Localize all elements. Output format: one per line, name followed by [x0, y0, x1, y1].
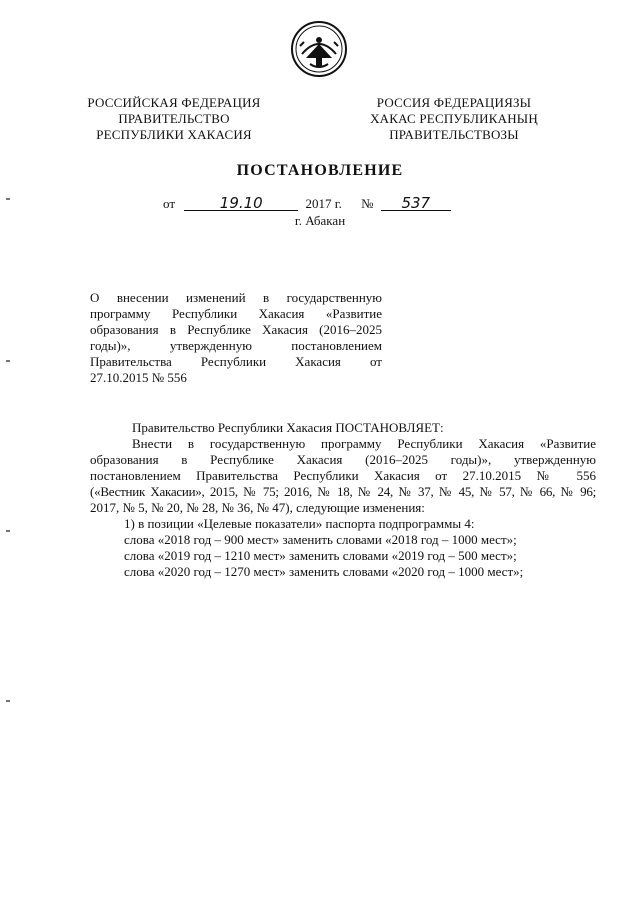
margin-mark: [6, 530, 10, 532]
resolution-preamble: Правительство Республики Хакасия ПОСТАНОВЛЯЕТ:: [132, 420, 444, 435]
coat-of-arms-emblem: [290, 20, 348, 78]
header-left-line: РЕСПУБЛИКИ ХАКАСИЯ: [96, 127, 252, 142]
subject-line: 27.10.2015 № 556: [90, 370, 187, 385]
replacement-line: слова «2018 год – 900 мест» заменить словами «2018 год – 1000 мест»;: [124, 532, 517, 547]
document-title: ПОСТАНОВЛЕНИЕ: [236, 162, 404, 179]
header-left-block: [78, 95, 270, 143]
replacement-line: слова «2019 год – 1210 мест» заменить словами «2019 год – 500 мест»;: [124, 548, 517, 563]
margin-mark: [6, 700, 10, 702]
paragraph-line: постановлением Правительства Республики Хакасия от 27.10.2015 № 556: [90, 468, 596, 483]
subject-line: программу Республики Хакасия «Развитие: [90, 306, 382, 321]
year-label: 2017 г.: [305, 196, 342, 211]
list-item: 1) в позиции «Целевые показатели» паспорта подпрограммы 4:: [124, 516, 475, 531]
header-left-line: ПРАВИТЕЛЬСТВО: [118, 111, 230, 126]
handwritten-date: 19.10: [184, 196, 298, 211]
header-left-line: РОССИЙСКАЯ ФЕДЕРАЦИЯ: [87, 95, 261, 110]
handwritten-number: 537: [381, 196, 451, 211]
subject-line: Правительства Республики Хакасия от: [90, 354, 382, 369]
city-label: г. Абакан: [294, 213, 346, 228]
subject-block: [90, 290, 382, 386]
date-number-line: [163, 196, 451, 212]
paragraph-line: 2017, № 5, № 20, № 28, № 36, № 47), следующие изменения:: [90, 500, 425, 515]
header-right-line: ПРАВИТЕЛЬСТВОЗЫ: [389, 127, 519, 142]
subject-line: образования в Республике Хакасия (2016–2025: [90, 322, 382, 337]
header-right-line: РОССИЯ ФЕДЕРАЦИЯЗЫ: [376, 95, 532, 110]
subject-line: годы)», утвержденную постановлением: [90, 338, 382, 353]
replacement-line: слова «2020 год – 1270 мест» заменить словами «2020 год – 1000 мест»;: [124, 564, 524, 579]
number-sign: №: [361, 196, 374, 211]
date-prefix: от: [163, 196, 176, 211]
paragraph-line: Внести в государственную программу Республики Хакасия «Развитие: [132, 436, 596, 451]
body-text: [90, 420, 596, 580]
margin-mark: [6, 198, 10, 200]
paragraph-line: образования в Республике Хакасия (2016–2025 годы)», утвержденную: [90, 452, 596, 467]
subject-line: О внесении изменений в государственную: [90, 290, 382, 305]
margin-mark: [6, 360, 10, 362]
header-right-line: ХАКАС РЕСПУБЛИКАНЫҢ: [370, 111, 538, 126]
paragraph-line: («Вестник Хакасии», 2015, № 75; 2016, № 18, № 24, № 37, № 45, № 57, № 66, № 96;: [90, 484, 596, 499]
header-right-block: [360, 95, 548, 143]
